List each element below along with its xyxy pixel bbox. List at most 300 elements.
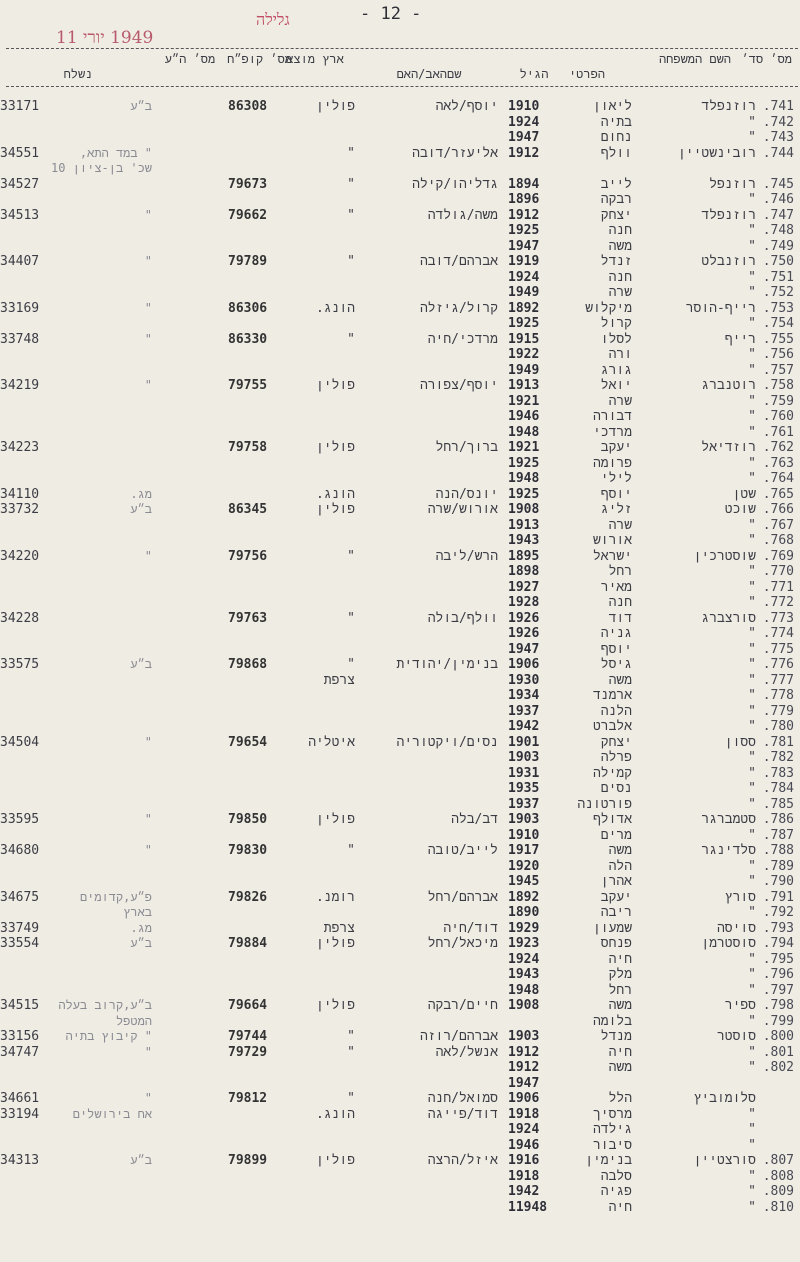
birth-year: 1920: [508, 858, 540, 874]
row-number: .763: [762, 455, 794, 471]
family-name: ": [748, 781, 756, 796]
country: פולין: [315, 99, 355, 114]
row-number: .808: [762, 1168, 794, 1184]
first-name: זליג: [600, 502, 632, 517]
header-age: הגיל: [519, 67, 549, 81]
table-row: [0, 130, 800, 146]
birth-year: 1943: [508, 533, 540, 548]
birth-year: 1919: [508, 254, 540, 269]
table-row: [0, 874, 800, 890]
birth-year: 1927: [508, 579, 540, 595]
parents: דוד/חיה: [443, 920, 498, 936]
first-name: אדולף: [592, 812, 632, 827]
country: פולין: [315, 812, 355, 827]
table-row: [0, 843, 800, 859]
row-number: .780: [762, 719, 794, 734]
family-name: ": [748, 1199, 756, 1215]
birth-year: 1916: [508, 1153, 540, 1168]
first-name: חיה: [608, 1199, 632, 1215]
row-number: .809: [762, 1184, 794, 1199]
note: ב״ע: [130, 502, 152, 516]
family-name: ": [748, 1137, 756, 1153]
family-name: סוסטר: [716, 1029, 756, 1044]
parents: אורוש/שרה: [427, 502, 498, 517]
he-number: 34527: [0, 176, 40, 192]
table-row: [0, 394, 800, 410]
note: ב״ע: [130, 657, 152, 671]
family-name: ": [748, 517, 756, 533]
kupah-number: 79662: [228, 207, 268, 223]
row-number: .772: [762, 595, 794, 610]
parents: ברוך/רחל: [435, 440, 498, 455]
first-name: משה: [608, 672, 632, 688]
parents: יוסף/צפורה: [419, 378, 498, 393]
table-row: [0, 890, 800, 906]
note: ": [144, 548, 152, 563]
row-number: .784: [762, 781, 794, 796]
birth-year: 1917: [508, 843, 540, 858]
family-name: ": [748, 1184, 756, 1199]
family-name: סלומוביץ: [693, 1091, 756, 1106]
table-row: [0, 564, 800, 580]
he-number: 33194: [0, 1106, 40, 1122]
table-row: [0, 471, 800, 487]
first-name: יוסף: [600, 486, 632, 502]
family-name: סורצטיין: [693, 1153, 756, 1168]
birth-year: 1892: [508, 300, 540, 316]
birth-year: 1912: [508, 1060, 540, 1075]
family-name: ": [748, 967, 756, 982]
row-number: .742: [762, 114, 794, 130]
he-number: 33749: [0, 920, 40, 936]
table-row: [0, 1122, 800, 1138]
birth-year: 1910: [508, 99, 540, 114]
family-name: ": [748, 874, 756, 889]
header-num: מס׳ סד׳: [741, 52, 792, 66]
kupah-number: 79756: [228, 548, 268, 564]
family-name: ": [748, 796, 756, 812]
he-number: 33156: [0, 1029, 40, 1044]
he-number: 34407: [0, 254, 40, 269]
first-name: מיקלוש: [585, 300, 632, 316]
table-row: [0, 347, 800, 363]
table-row: [0, 1107, 800, 1123]
birth-year: 1925: [508, 223, 540, 238]
family-name: ": [748, 905, 756, 920]
row-number: .749: [762, 238, 794, 254]
birth-year: 1945: [508, 874, 540, 889]
first-name: אהרן: [600, 874, 632, 889]
table-row: [0, 533, 800, 549]
first-name: יצחק: [600, 734, 632, 750]
birth-year: 1949: [508, 362, 540, 378]
note: " במד התא,: [79, 145, 152, 160]
family-name: ": [748, 595, 756, 610]
birth-year: 1901: [508, 734, 540, 750]
table-row: [0, 1060, 800, 1076]
kupah-number: 79673: [228, 176, 268, 192]
kupah-number: 79826: [228, 889, 268, 905]
handwritten-title: גלילה: [256, 10, 290, 29]
birth-year: 1934: [508, 688, 540, 703]
first-name: נחום: [600, 130, 632, 145]
note: ": [144, 843, 152, 857]
row-number: .786: [762, 812, 794, 827]
first-name: מלק: [608, 967, 632, 982]
country: ": [347, 331, 355, 347]
table-row: [0, 1014, 800, 1030]
table-row: [0, 673, 800, 689]
country: פולין: [315, 440, 355, 455]
he-number: 33595: [0, 812, 40, 827]
row-number: .776: [762, 657, 794, 672]
row-number: .796: [762, 967, 794, 982]
family-name: ": [748, 579, 756, 595]
table-row: [0, 223, 800, 239]
header-parents: שםהאב/האם: [396, 67, 462, 81]
row-number: .773: [762, 610, 794, 626]
family-name: ": [748, 316, 756, 331]
birth-year: 1925: [508, 316, 540, 331]
row-number: .759: [762, 393, 794, 409]
he-number: 34661: [0, 1091, 40, 1106]
first-name: חנה: [608, 595, 632, 610]
country: ": [347, 843, 355, 858]
table-row: [0, 363, 800, 379]
birth-year: 11948: [508, 1199, 548, 1215]
row-number: .770: [762, 564, 794, 579]
family-name: ": [748, 192, 756, 207]
table-row: [0, 1153, 800, 1169]
first-name: משה: [608, 238, 632, 254]
country: ": [347, 1091, 355, 1106]
birth-year: 1947: [508, 1075, 540, 1091]
first-name: יוסף: [600, 641, 632, 657]
row-number: .755: [762, 331, 794, 347]
first-name: דוד: [608, 610, 632, 626]
row-number: .766: [762, 502, 794, 517]
note: ב״ע,קרוב בעלה: [58, 998, 152, 1012]
kupah-number: 86306: [228, 300, 268, 316]
birth-year: 1912: [508, 1044, 540, 1060]
birth-year: 1910: [508, 827, 540, 843]
row-number: .758: [762, 378, 794, 393]
birth-year: 1928: [508, 595, 540, 610]
note: ב״ע: [130, 936, 152, 950]
first-name: יואל: [600, 378, 632, 393]
first-name: נסים: [600, 781, 632, 796]
family-name: רוזדיאל: [701, 440, 756, 455]
he-number: 34223: [0, 440, 40, 455]
row-number: .774: [762, 626, 794, 641]
country: ": [347, 1044, 355, 1060]
table-row: [0, 1184, 800, 1200]
birth-year: 1942: [508, 1184, 540, 1199]
header-first: הפרטי: [568, 67, 605, 81]
note: ": [144, 378, 152, 392]
birth-year: 1915: [508, 331, 540, 347]
row-number: .765: [762, 486, 794, 502]
table-row: [0, 99, 800, 115]
kupah-number: 79884: [228, 936, 268, 951]
note: ": [144, 1044, 152, 1059]
birth-year: 1898: [508, 564, 540, 579]
birth-year: 1896: [508, 192, 540, 207]
first-name: שרה: [608, 393, 632, 409]
row-number: .781: [762, 734, 794, 750]
kupah-number: 79729: [228, 1044, 268, 1060]
birth-year: 1918: [508, 1106, 540, 1122]
family-name: ": [748, 1060, 756, 1075]
family-name: סויסה: [716, 920, 756, 936]
birth-year: 1912: [508, 145, 540, 161]
note: בארץ: [123, 905, 152, 919]
table-row: [0, 642, 800, 658]
note: המטפל: [115, 1013, 152, 1028]
family-name: ": [748, 688, 756, 703]
family-name: רובינשטיין: [677, 145, 756, 161]
table-row: [0, 301, 800, 317]
parents: יונס/הנה: [435, 486, 498, 502]
country: רומנ.: [315, 889, 355, 905]
first-name: רחל: [608, 982, 632, 998]
parents: אנשל/לאה: [435, 1044, 498, 1060]
row-number: .799: [762, 1013, 794, 1029]
row-number: .767: [762, 517, 794, 533]
birth-year: 1926: [508, 610, 540, 626]
table-row: [0, 1029, 800, 1045]
table-row: [0, 750, 800, 766]
country: ": [347, 207, 355, 223]
first-name: זנדל: [600, 254, 632, 269]
row-number: .807: [762, 1153, 794, 1168]
row-number: .793: [762, 920, 794, 936]
parents: מרדכי/חיה: [427, 331, 498, 347]
first-name: חיה: [608, 1044, 632, 1060]
family-name: סוסטרמן: [701, 936, 756, 951]
note: ": [144, 734, 152, 749]
birth-year: 1890: [508, 905, 540, 920]
he-number: 34504: [0, 734, 40, 750]
birth-year: 1931: [508, 765, 540, 781]
family-name: ": [748, 455, 756, 471]
birth-year: 1946: [508, 409, 540, 424]
he-number: 34515: [0, 998, 40, 1013]
table-row: [0, 239, 800, 255]
table-row: [0, 766, 800, 782]
country: פולין: [315, 1153, 355, 1168]
family-name: ": [748, 641, 756, 657]
family-name: ": [748, 1168, 756, 1184]
note: אח בירושלים: [72, 1106, 152, 1121]
birth-year: 1921: [508, 440, 540, 455]
kupah-number: 79868: [228, 657, 268, 672]
registry-rows: [0, 99, 800, 1215]
family-name: ": [748, 982, 756, 998]
first-name: גורג: [600, 362, 632, 378]
table-row: [0, 1045, 800, 1061]
table-row: [0, 254, 800, 270]
first-name: שמעון: [592, 920, 632, 936]
family-name: ": [748, 533, 756, 548]
birth-year: 1922: [508, 347, 540, 362]
family-name: ": [748, 827, 756, 843]
first-name: פרומה: [592, 455, 632, 471]
parents: איזל/הרצה: [427, 1153, 498, 1168]
header-top-rule: [6, 48, 798, 49]
country: ": [347, 254, 355, 269]
table-row: [0, 657, 800, 673]
country: ": [347, 610, 355, 626]
family-name: סורץ: [724, 889, 756, 905]
row-number: .788: [762, 843, 794, 858]
family-name: ": [748, 719, 756, 734]
table-row: [0, 983, 800, 999]
first-name: קרול: [600, 316, 632, 331]
note: מג.: [130, 486, 152, 501]
table-row: [0, 688, 800, 704]
first-name: פגיה: [600, 1184, 632, 1199]
table-row: [0, 1138, 800, 1154]
he-number: 34675: [0, 889, 40, 905]
first-name: לילי: [600, 471, 632, 486]
first-name: ארמנד: [592, 688, 632, 703]
family-name: ": [748, 285, 756, 300]
table-row: [0, 812, 800, 828]
family-name: רייף: [724, 331, 756, 347]
country: ": [347, 548, 355, 564]
note: ": [144, 812, 152, 826]
first-name: משה: [608, 998, 632, 1013]
birth-year: 1895: [508, 548, 540, 564]
first-name: רבקה: [600, 192, 632, 207]
he-number: 34313: [0, 1153, 40, 1168]
he-number: 34513: [0, 207, 40, 223]
birth-year: 1925: [508, 455, 540, 471]
row-number: .769: [762, 548, 794, 564]
family-name: ": [748, 1122, 756, 1137]
table-row: [0, 626, 800, 642]
row-number: .754: [762, 316, 794, 331]
kupah-number: 79744: [228, 1029, 268, 1044]
kupah-number: 79763: [228, 610, 268, 626]
he-number: 33554: [0, 936, 40, 951]
birth-year: 1929: [508, 920, 540, 936]
birth-year: 1948: [508, 424, 540, 440]
table-row: [0, 518, 800, 534]
row-number: .761: [762, 424, 794, 440]
row-number: .792: [762, 905, 794, 920]
table-row: [0, 456, 800, 472]
table-row: [0, 797, 800, 813]
table-row: [0, 161, 800, 177]
header-notes: נשלח: [63, 67, 93, 81]
first-name: הלה: [608, 858, 632, 874]
first-name: לסלו: [600, 331, 632, 347]
table-row: [0, 549, 800, 565]
parents: אברהם/רחל: [427, 889, 498, 905]
birth-year: 1948: [508, 982, 540, 998]
row-number: .785: [762, 796, 794, 812]
table-row: [0, 611, 800, 627]
table-row: [0, 828, 800, 844]
row-number: .790: [762, 874, 794, 889]
first-name: גילדה: [592, 1122, 632, 1137]
he-number: 34228: [0, 610, 40, 626]
parents: אברהם/דובה: [419, 254, 498, 269]
he-number: 34110: [0, 486, 40, 502]
family-name: סורצברג: [701, 610, 756, 626]
table-row: [0, 936, 800, 952]
first-name: בלומה: [592, 1013, 632, 1029]
row-number: .741: [762, 99, 794, 114]
family-name: ": [748, 424, 756, 440]
country: ": [347, 657, 355, 672]
first-name: סיבור: [592, 1137, 632, 1153]
family-name: רוזנפלד: [701, 207, 756, 223]
parents: אליעזר/דובה: [412, 145, 498, 161]
table-row: [0, 921, 800, 937]
table-row: [0, 595, 800, 611]
family-name: ": [748, 269, 756, 285]
row-number: .783: [762, 765, 794, 781]
he-number: 33171: [0, 99, 40, 114]
birth-year: 1913: [508, 378, 540, 393]
table-row: [0, 409, 800, 425]
table-row: [0, 425, 800, 441]
row-number: .779: [762, 703, 794, 719]
header-country: ארץ מוצא: [286, 52, 344, 66]
parents: וולף/בולה: [427, 610, 498, 626]
row-number: .782: [762, 750, 794, 765]
birth-year: 1908: [508, 998, 540, 1013]
family-name: שטן: [732, 486, 756, 502]
first-name: אלברט: [592, 719, 632, 734]
row-number: .771: [762, 579, 794, 595]
country: הונג.: [315, 1106, 355, 1122]
birth-year: 1903: [508, 1029, 540, 1044]
country: פולין: [315, 378, 355, 393]
family-name: ": [748, 471, 756, 486]
country: פולין: [315, 998, 355, 1013]
birth-year: 1947: [508, 130, 540, 145]
table-row: [0, 440, 800, 456]
birth-year: 1912: [508, 207, 540, 223]
family-name: סלדינגר: [701, 843, 756, 858]
kupah-number: 79812: [228, 1091, 268, 1106]
table-row: [0, 998, 800, 1014]
he-number: 34747: [0, 1044, 40, 1060]
note: ": [144, 1091, 152, 1105]
row-number: .768: [762, 533, 794, 548]
note: שכ' בן-ציון 10: [51, 161, 152, 175]
birth-year: 1924: [508, 269, 540, 285]
country: צרפת: [323, 672, 355, 688]
family-name: ": [748, 564, 756, 579]
table-row: [0, 316, 800, 332]
first-name: מאיר: [600, 579, 632, 595]
first-name: פורטונה: [577, 796, 632, 812]
family-name: ": [748, 238, 756, 254]
first-name: הלל: [608, 1091, 632, 1106]
first-name: חיה: [608, 951, 632, 967]
birth-year: 1923: [508, 936, 540, 951]
birth-year: 1942: [508, 719, 540, 734]
header-kupah: מס׳ קופ״ח: [227, 52, 292, 66]
family-name: ": [748, 951, 756, 967]
kupah-number: 79850: [228, 812, 268, 827]
family-name: ": [748, 703, 756, 719]
